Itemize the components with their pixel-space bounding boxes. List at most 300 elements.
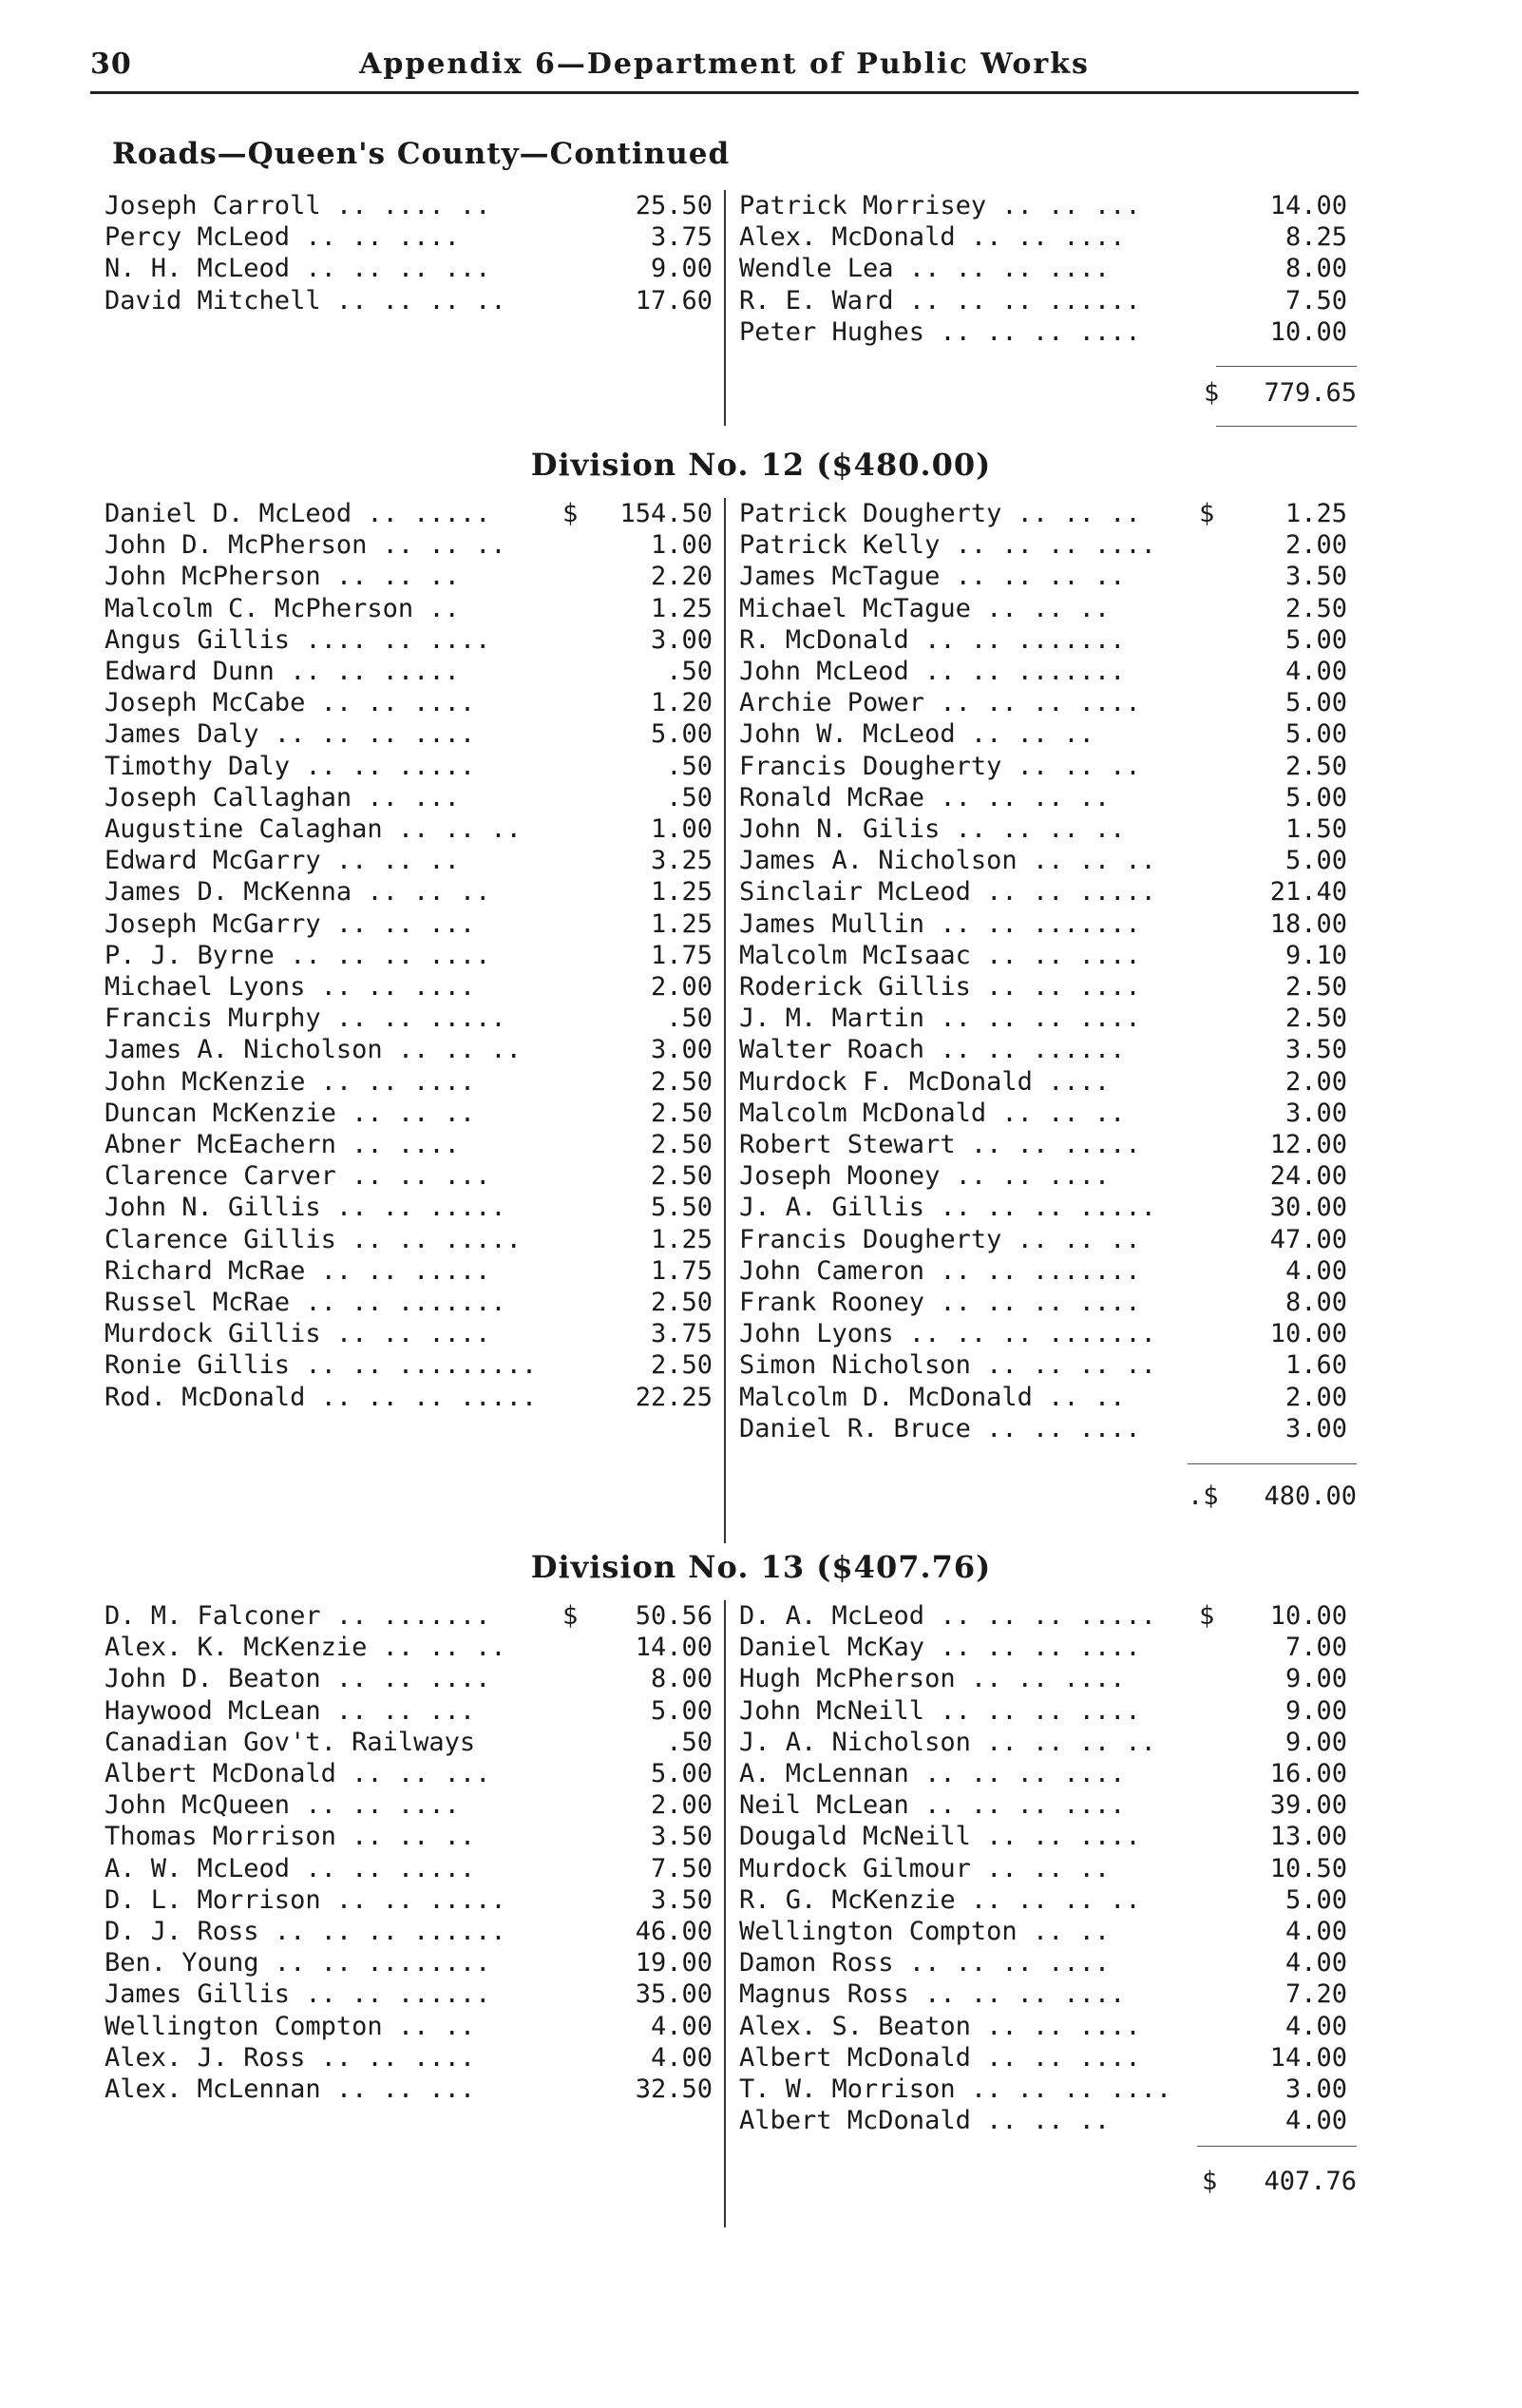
payee-name: John Cameron .. .. ....... bbox=[739, 1255, 1141, 1286]
payment-amount: 5.00 bbox=[650, 1759, 713, 1788]
ledger-row bbox=[105, 782, 713, 813]
ledger-row bbox=[739, 253, 1347, 284]
ledger-row bbox=[739, 718, 1347, 750]
payment-amount: 7.50 bbox=[1284, 285, 1347, 315]
payee-name: Ben. Young .. .. ........ bbox=[105, 1948, 491, 1978]
payee-name: D. J. Ross .. .. .. ...... bbox=[105, 1917, 506, 1946]
payment-amount: 5.00 bbox=[1284, 624, 1347, 655]
ledger-row bbox=[739, 1727, 1347, 1758]
payment-amount: 8.25 bbox=[1284, 222, 1347, 253]
payee-name: Timothy Daly .. .. ..... bbox=[105, 751, 476, 781]
payment-amount: 1.00 bbox=[650, 814, 713, 844]
payment-amount: 1.25 bbox=[1284, 499, 1347, 528]
payment-amount: 9.00 bbox=[1284, 1695, 1347, 1726]
payee-name: Albert McDonald .. .. .... bbox=[739, 2042, 1141, 2073]
payment-amount: 4.00 bbox=[650, 2011, 713, 2041]
division-12-total-amount: 480.00 bbox=[1264, 1481, 1357, 1511]
payee-name: A. W. McLeod .. .. ..... bbox=[105, 1853, 476, 1883]
ledger-row bbox=[739, 1287, 1347, 1318]
payee-name: Patrick Kelly .. .. .. .... bbox=[739, 530, 1156, 561]
payment-amount: 4.00 bbox=[650, 2042, 713, 2073]
payee-name: Joseph Carroll .. .... .. bbox=[105, 191, 491, 220]
payee-name: Murdock F. McDonald .... bbox=[739, 1066, 1111, 1097]
payee-name: Edward McGarry .. .. .. bbox=[105, 846, 460, 876]
payment-amount: 3.00 bbox=[1284, 2074, 1347, 2104]
ledger-row bbox=[105, 1192, 713, 1223]
payee-name: Angus Gillis .... .. .... bbox=[105, 624, 491, 655]
payment-amount: 24.00 bbox=[1269, 1161, 1347, 1192]
payee-name: Alex. J. Ross .. .. .... bbox=[105, 2042, 476, 2073]
ledger-row bbox=[739, 1066, 1347, 1098]
ledger-row bbox=[739, 1318, 1347, 1349]
ledger-row bbox=[739, 687, 1347, 718]
payee-name: R. E. Ward .. .. .. ...... bbox=[739, 285, 1141, 315]
payment-amount: 3.50 bbox=[1284, 1035, 1347, 1065]
payment-amount: 2.50 bbox=[1284, 593, 1347, 623]
payee-name: Ronie Gillis .. .. ......... bbox=[105, 1350, 538, 1381]
ledger-row bbox=[105, 1789, 713, 1821]
division-13-total-rule bbox=[1197, 2146, 1357, 2147]
payment-amount: 2.50 bbox=[650, 1350, 713, 1381]
payment-amount: 3.50 bbox=[650, 1822, 713, 1852]
column-divider bbox=[724, 498, 726, 1543]
payee-name: Walter Roach .. .. ...... bbox=[739, 1035, 1126, 1065]
payee-name: Archie Power .. .. .. .... bbox=[739, 688, 1141, 718]
payment-amount: 2.00 bbox=[650, 1790, 713, 1821]
payee-name: Michael Lyons .. .. .... bbox=[105, 972, 476, 1002]
payment-amount: 4.00 bbox=[1284, 1917, 1347, 1946]
payment-amount: 2.50 bbox=[1284, 972, 1347, 1002]
payment-amount: 3.50 bbox=[650, 1884, 713, 1915]
payee-name: Magnus Ross .. .. .. .... bbox=[739, 1979, 1126, 2010]
payee-name: John McPherson .. .. .. bbox=[105, 562, 460, 592]
payee-name: Murdock Gillis .. .. .... bbox=[105, 1319, 491, 1349]
page-number: 30 bbox=[90, 48, 132, 81]
payee-name: Augustine Calaghan .. .. .. bbox=[105, 814, 522, 844]
ledger-row bbox=[105, 718, 713, 750]
ledger-row bbox=[105, 1853, 713, 1884]
payee-name: James A. Nicholson .. .. .. bbox=[739, 846, 1156, 876]
division-12-heading: Division No. 12 ($480.00) bbox=[530, 447, 992, 483]
division-13-heading: Division No. 13 ($407.76) bbox=[530, 1549, 992, 1585]
payment-amount: 10.00 bbox=[1269, 1319, 1347, 1349]
payment-amount: 9.10 bbox=[1284, 940, 1347, 970]
ledger-row bbox=[739, 1978, 1347, 2010]
payee-name: D. A. McLeod .. .. .. ..... bbox=[739, 1601, 1156, 1631]
payee-name: Richard McRae .. .. ..... bbox=[105, 1255, 491, 1286]
ledger-row bbox=[105, 908, 713, 940]
ledger-row bbox=[739, 529, 1347, 561]
payee-name: J. M. Martin .. .. .. .... bbox=[739, 1003, 1141, 1034]
payment-amount: 3.00 bbox=[650, 624, 713, 655]
payment-amount: 14.00 bbox=[1269, 191, 1347, 220]
ledger-row bbox=[105, 1947, 713, 1978]
ledger-row bbox=[105, 1382, 713, 1413]
ledger-row bbox=[739, 656, 1347, 687]
payment-amount: 8.00 bbox=[1284, 254, 1347, 284]
payee-name: Wellington Compton .. .. bbox=[739, 1917, 1111, 1946]
ledger-row bbox=[739, 1821, 1347, 1852]
payee-name: John McQueen .. .. .... bbox=[105, 1790, 460, 1821]
payment-amount: 1.20 bbox=[650, 688, 713, 718]
payment-amount: .50 bbox=[666, 782, 713, 812]
payee-name: Joseph McCabe .. .. .... bbox=[105, 688, 476, 718]
payment-amount: 4.00 bbox=[1284, 2011, 1347, 2041]
payee-name: Daniel D. McLeod .. ..... bbox=[105, 499, 491, 528]
payment-amount: 9.00 bbox=[650, 254, 713, 284]
payment-amount: .50 bbox=[666, 657, 713, 686]
column-divider bbox=[724, 1600, 726, 2227]
ledger-row bbox=[105, 1003, 713, 1034]
ledger-row bbox=[105, 2074, 713, 2105]
division-12-total-dollar: .$ bbox=[1188, 1481, 1219, 1511]
payment-amount: 1.25 bbox=[650, 877, 713, 908]
payee-name: James Gillis .. .. ...... bbox=[105, 1979, 491, 2010]
ledger-row bbox=[739, 498, 1347, 529]
ledger-row bbox=[739, 1789, 1347, 1821]
payment-amount: 2.50 bbox=[650, 1098, 713, 1128]
dollar-sign: $ bbox=[562, 499, 579, 528]
payee-name: Roderick Gillis .. .. .... bbox=[739, 972, 1141, 1002]
payee-name: P. J. Byrne .. .. .. .... bbox=[105, 940, 491, 970]
payment-amount: 2.50 bbox=[650, 1288, 713, 1317]
payment-amount: 2.50 bbox=[1284, 751, 1347, 781]
payee-name: John McLeod .. .. ....... bbox=[739, 657, 1126, 686]
payee-name: Michael McTague .. .. .. bbox=[739, 593, 1111, 623]
payment-amount: 14.00 bbox=[1269, 2042, 1347, 2073]
payment-amount: 2.50 bbox=[650, 1066, 713, 1097]
ledger-row bbox=[105, 1884, 713, 1916]
payment-amount: 2.00 bbox=[650, 972, 713, 1002]
ledger-row bbox=[105, 876, 713, 908]
payment-amount: 21.40 bbox=[1269, 877, 1347, 908]
ledger-row bbox=[105, 1349, 713, 1381]
payment-amount: 2.50 bbox=[650, 1130, 713, 1159]
ledger-row bbox=[739, 1129, 1347, 1160]
payment-amount: 3.00 bbox=[650, 1035, 713, 1065]
payee-name: Malcolm McIsaac .. .. .... bbox=[739, 940, 1141, 970]
payee-name: Frank Rooney .. .. .. .... bbox=[739, 1288, 1141, 1317]
payment-amount: 30.00 bbox=[1269, 1193, 1347, 1223]
payment-amount: 1.25 bbox=[650, 1224, 713, 1254]
ledger-row bbox=[105, 1663, 713, 1694]
payee-name: Francis Dougherty .. .. .. bbox=[739, 1224, 1141, 1254]
payment-amount: 9.00 bbox=[1284, 1664, 1347, 1694]
payee-name: Murdock Gilmour .. .. .. bbox=[739, 1853, 1111, 1883]
payee-name: Alex. McLennan .. .. ... bbox=[105, 2074, 476, 2104]
ledger-row bbox=[739, 2105, 1347, 2136]
ledger-row bbox=[105, 1600, 713, 1632]
continued-total-dollar: $ bbox=[1204, 378, 1220, 408]
ledger-row bbox=[105, 1224, 713, 1255]
ledger-row bbox=[105, 1160, 713, 1192]
payee-name: John N. Gilis .. .. .. .. bbox=[739, 814, 1126, 844]
payment-amount: 4.00 bbox=[1284, 1255, 1347, 1286]
ledger-row bbox=[105, 1255, 713, 1287]
payee-name: Alex. McDonald .. .. .... bbox=[739, 222, 1126, 253]
ledger-row bbox=[739, 1695, 1347, 1727]
ledger-row bbox=[739, 1632, 1347, 1663]
ledger-row bbox=[105, 1695, 713, 1727]
payment-amount: 19.00 bbox=[635, 1948, 713, 1978]
payee-name: Russel McRae .. .. ....... bbox=[105, 1288, 506, 1317]
ledger-row bbox=[105, 1727, 713, 1758]
payee-name: Wellington Compton .. .. bbox=[105, 2011, 476, 2041]
ledger-row bbox=[105, 1066, 713, 1098]
payment-amount: 1.00 bbox=[650, 530, 713, 561]
ledger-row bbox=[105, 1129, 713, 1160]
payee-name: John McNeill .. .. .. .... bbox=[739, 1695, 1141, 1726]
payment-amount: 3.00 bbox=[1284, 1098, 1347, 1128]
ledger-row bbox=[739, 908, 1347, 940]
payee-name: Francis Dougherty .. .. .. bbox=[739, 751, 1141, 781]
division-13-total-dollar: $ bbox=[1202, 2167, 1218, 2196]
payee-name: Thomas Morrison .. .. .. bbox=[105, 1822, 476, 1852]
continued-total-rule bbox=[1216, 366, 1357, 367]
payment-amount: 1.75 bbox=[650, 1255, 713, 1286]
ledger-row bbox=[739, 1224, 1347, 1255]
ledger-row bbox=[105, 845, 713, 876]
ledger-row bbox=[739, 624, 1347, 656]
ledger-row bbox=[105, 751, 713, 782]
ledger-row bbox=[105, 624, 713, 656]
payment-amount: 3.75 bbox=[650, 1319, 713, 1349]
payee-name: Malcolm D. McDonald .. .. bbox=[739, 1382, 1126, 1412]
ledger-row bbox=[739, 1916, 1347, 1947]
payment-amount: 7.20 bbox=[1284, 1979, 1347, 2010]
ledger-row bbox=[739, 285, 1347, 316]
payee-name: Abner McEachern .. .... bbox=[105, 1130, 460, 1159]
payment-amount: 47.00 bbox=[1269, 1224, 1347, 1254]
payment-amount: 4.00 bbox=[1284, 657, 1347, 686]
ledger-row bbox=[739, 1884, 1347, 1916]
payee-name: James Daly .. .. .. .... bbox=[105, 719, 476, 750]
payment-amount: 1.50 bbox=[1284, 814, 1347, 844]
section-title: Roads—Queen's County—Continued bbox=[112, 137, 731, 171]
dollar-sign: $ bbox=[562, 1601, 579, 1631]
payee-name: Haywood McLean .. .. ... bbox=[105, 1695, 476, 1726]
payee-name: John D. Beaton .. .. .... bbox=[105, 1664, 491, 1694]
payee-name: Joseph Callaghan .. ... bbox=[105, 782, 460, 812]
payee-name: Daniel McKay .. .. .. .... bbox=[739, 1633, 1141, 1663]
ledger-row bbox=[105, 285, 713, 316]
ledger-row bbox=[105, 221, 713, 253]
ledger-row bbox=[739, 1349, 1347, 1381]
ledger-row bbox=[105, 1034, 713, 1065]
payee-name: Alex. S. Beaton .. .. .... bbox=[739, 2011, 1141, 2041]
payee-name: Edward Dunn .. .. ..... bbox=[105, 657, 460, 686]
ledger-row bbox=[105, 687, 713, 718]
ledger-row bbox=[739, 751, 1347, 782]
payee-name: Sinclair McLeod .. .. ..... bbox=[739, 877, 1156, 908]
ledger-row bbox=[105, 2042, 713, 2074]
column-divider bbox=[724, 190, 726, 426]
payment-amount: 17.60 bbox=[635, 285, 713, 315]
payee-name: D. M. Falconer .. ....... bbox=[105, 1601, 491, 1631]
payment-amount: 18.00 bbox=[1269, 908, 1347, 939]
ledger-row bbox=[105, 190, 713, 221]
payee-name: Clarence Carver .. .. ... bbox=[105, 1161, 491, 1192]
payment-amount: .50 bbox=[666, 751, 713, 781]
payee-name: N. H. McLeod .. .. .. ... bbox=[105, 254, 491, 284]
ledger-row bbox=[105, 971, 713, 1003]
payee-name: Rod. McDonald .. .. .. ..... bbox=[105, 1382, 538, 1412]
payment-amount: 5.00 bbox=[1284, 1884, 1347, 1915]
ledger-row bbox=[739, 316, 1347, 348]
ledger-row bbox=[105, 940, 713, 971]
ledger-row bbox=[105, 1978, 713, 2010]
payee-name: John McKenzie .. .. .... bbox=[105, 1066, 476, 1097]
ledger-row bbox=[105, 593, 713, 624]
payee-name: Francis Murphy .. .. ..... bbox=[105, 1003, 506, 1034]
payee-name: Joseph Mooney .. .. .... bbox=[739, 1161, 1111, 1192]
payee-name: Damon Ross .. .. .. .... bbox=[739, 1948, 1111, 1978]
ledger-row bbox=[105, 529, 713, 561]
payment-amount: 14.00 bbox=[635, 1633, 713, 1663]
payment-amount: 1.60 bbox=[1284, 1350, 1347, 1381]
payee-name: John D. McPherson .. .. .. bbox=[105, 530, 506, 561]
payment-amount: 2.00 bbox=[1284, 1382, 1347, 1412]
payment-amount: .50 bbox=[666, 1003, 713, 1034]
payee-name: James McTague .. .. .. .. bbox=[739, 562, 1126, 592]
ledger-row bbox=[739, 1098, 1347, 1129]
payment-amount: 16.00 bbox=[1269, 1759, 1347, 1788]
continued-total-underline bbox=[1216, 426, 1357, 427]
payee-name: T. W. Morrison .. .. .. .... bbox=[739, 2074, 1172, 2104]
payment-amount: 9.00 bbox=[1284, 1727, 1347, 1757]
payee-name: Patrick Dougherty .. .. .. bbox=[739, 499, 1141, 528]
payment-amount: 5.00 bbox=[1284, 846, 1347, 876]
payment-amount: 5.50 bbox=[650, 1193, 713, 1223]
payee-name: Peter Hughes .. .. .. .... bbox=[739, 316, 1141, 347]
payment-amount: 50.56 bbox=[635, 1601, 713, 1631]
ledger-row bbox=[739, 190, 1347, 221]
payee-name: Joseph McGarry .. .. ... bbox=[105, 908, 476, 939]
payment-amount: 1.25 bbox=[650, 593, 713, 623]
ledger-row bbox=[739, 1853, 1347, 1884]
payee-name: David Mitchell .. .. .. .. bbox=[105, 285, 506, 315]
ledger-row bbox=[739, 221, 1347, 253]
payee-name: Albert McDonald .. .. .. bbox=[739, 2106, 1111, 2136]
payee-name: James D. McKenna .. .. .. bbox=[105, 877, 491, 908]
payee-name: Neil McLean .. .. .. .... bbox=[739, 1790, 1126, 1821]
payee-name: J. A. Gillis .. .. .. ..... bbox=[739, 1193, 1156, 1223]
page-header-title: Appendix 6—Department of Public Works bbox=[359, 48, 1090, 81]
payment-amount: 4.00 bbox=[1284, 1948, 1347, 1978]
payee-name: Canadian Gov't. Railways bbox=[105, 1727, 476, 1757]
ledger-row bbox=[105, 813, 713, 845]
payee-name: Alex. K. McKenzie .. .. .. bbox=[105, 1633, 506, 1663]
payment-amount: 1.25 bbox=[650, 908, 713, 939]
payee-name: Malcolm McDonald .. .. .. bbox=[739, 1098, 1126, 1128]
ledger-row bbox=[739, 2042, 1347, 2074]
payment-amount: 32.50 bbox=[635, 2074, 713, 2104]
payment-amount: 5.00 bbox=[1284, 688, 1347, 718]
payee-name: J. A. Nicholson .. .. .. .. bbox=[739, 1727, 1156, 1757]
ledger-row bbox=[105, 656, 713, 687]
ledger-row bbox=[739, 1758, 1347, 1789]
payment-amount: 5.00 bbox=[1284, 782, 1347, 812]
payment-amount: 2.50 bbox=[650, 1161, 713, 1192]
ledger-row bbox=[739, 1192, 1347, 1223]
division-13-total-amount: 407.76 bbox=[1264, 2167, 1357, 2196]
payee-name: James Mullin .. .. ....... bbox=[739, 908, 1141, 939]
ledger-row bbox=[105, 2011, 713, 2042]
payment-amount: 35.00 bbox=[635, 1979, 713, 2010]
dollar-sign: $ bbox=[1199, 1601, 1215, 1631]
payee-name: Simon Nicholson .. .. .. .. bbox=[739, 1350, 1156, 1381]
ledger-row bbox=[739, 813, 1347, 845]
ledger-row bbox=[739, 971, 1347, 1003]
ledger-row bbox=[739, 1255, 1347, 1287]
payee-name: John N. Gillis .. .. ..... bbox=[105, 1193, 506, 1223]
ledger-row bbox=[739, 561, 1347, 592]
payee-name: Clarence Gillis .. .. ..... bbox=[105, 1224, 522, 1254]
payee-name: R. McDonald .. .. ....... bbox=[739, 624, 1126, 655]
payment-amount: 2.20 bbox=[650, 562, 713, 592]
division-12-total-rule bbox=[1188, 1463, 1357, 1464]
payment-amount: 4.00 bbox=[1284, 2106, 1347, 2136]
payee-name: James A. Nicholson .. .. .. bbox=[105, 1035, 522, 1065]
payee-name: Duncan McKenzie .. .. .. bbox=[105, 1098, 476, 1128]
ledger-row bbox=[105, 1821, 713, 1852]
ledger-row bbox=[105, 498, 713, 529]
ledger-row bbox=[739, 1413, 1347, 1444]
payee-name: R. G. McKenzie .. .. .. .. bbox=[739, 1884, 1141, 1915]
running-header bbox=[90, 48, 1359, 94]
ledger-row bbox=[105, 1318, 713, 1349]
ledger-row bbox=[739, 1003, 1347, 1034]
ledger-row bbox=[739, 1382, 1347, 1413]
payment-amount: 2.00 bbox=[1284, 530, 1347, 561]
payment-amount: 3.00 bbox=[1284, 1413, 1347, 1443]
payment-amount: .50 bbox=[666, 1727, 713, 1757]
payment-amount: 3.50 bbox=[1284, 562, 1347, 592]
ledger-row bbox=[105, 253, 713, 284]
payee-name: John Lyons .. .. .. ....... bbox=[739, 1319, 1156, 1349]
payee-name: Ronald McRae .. .. .. .. bbox=[739, 782, 1111, 812]
payment-amount: 12.00 bbox=[1269, 1130, 1347, 1159]
ledger-row bbox=[739, 2074, 1347, 2105]
payment-amount: 2.50 bbox=[1284, 1003, 1347, 1034]
payee-name: D. L. Morrison .. .. ..... bbox=[105, 1884, 506, 1915]
payment-amount: 46.00 bbox=[635, 1917, 713, 1946]
ledger-row bbox=[105, 1287, 713, 1318]
ledger-row bbox=[739, 782, 1347, 813]
payment-amount: 10.50 bbox=[1269, 1853, 1347, 1883]
payee-name: Albert McDonald .. .. ... bbox=[105, 1759, 491, 1788]
dollar-sign: $ bbox=[1199, 499, 1215, 528]
payment-amount: 10.00 bbox=[1269, 316, 1347, 347]
ledger-row bbox=[739, 940, 1347, 971]
payment-amount: 3.75 bbox=[650, 222, 713, 253]
payment-amount: 22.25 bbox=[635, 1382, 713, 1412]
payee-name: A. McLennan .. .. .. .... bbox=[739, 1759, 1126, 1788]
payee-name: Robert Stewart .. .. ..... bbox=[739, 1130, 1141, 1159]
ledger-row bbox=[739, 845, 1347, 876]
payment-amount: 25.50 bbox=[635, 191, 713, 220]
ledger-row bbox=[739, 593, 1347, 624]
ledger-row bbox=[739, 876, 1347, 908]
payment-amount: 154.50 bbox=[619, 499, 713, 528]
ledger-row bbox=[739, 1663, 1347, 1694]
payment-amount: 5.00 bbox=[650, 719, 713, 750]
ledger-row bbox=[105, 1098, 713, 1129]
payee-name: Wendle Lea .. .. .. .... bbox=[739, 254, 1111, 284]
payment-amount: 5.00 bbox=[650, 1695, 713, 1726]
payment-amount: 10.00 bbox=[1269, 1601, 1347, 1631]
ledger-row bbox=[105, 561, 713, 592]
